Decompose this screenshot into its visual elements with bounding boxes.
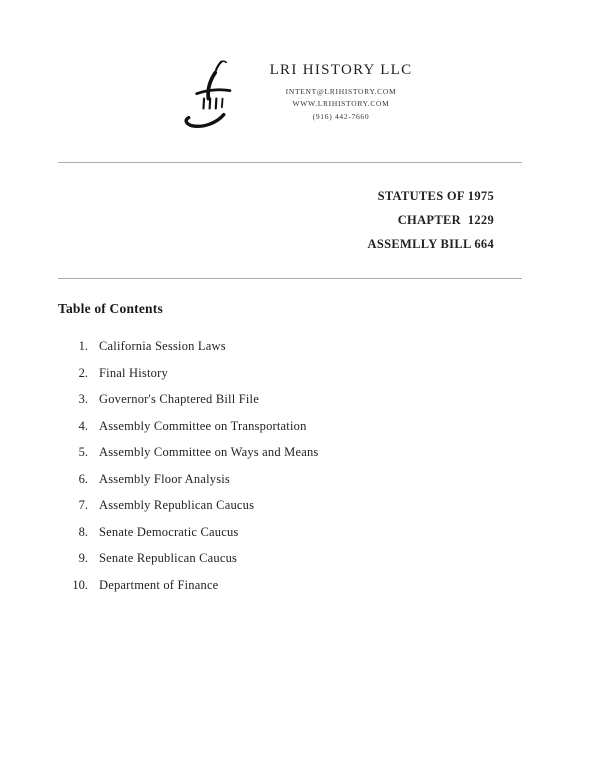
statutes-line: STATUTES OF 1975 bbox=[377, 189, 494, 203]
case-caption bbox=[58, 185, 522, 256]
toc-list bbox=[58, 339, 522, 593]
toc-item-label: California Session Laws bbox=[99, 339, 226, 354]
toc-item bbox=[58, 392, 522, 407]
toc-item bbox=[58, 578, 522, 593]
chapter-line: CHAPTER 1229 bbox=[397, 212, 494, 227]
toc-item bbox=[58, 366, 522, 381]
toc-item bbox=[58, 498, 522, 513]
assembly-bill-line: ASSEMLLY BILL 664 bbox=[367, 236, 494, 251]
toc-item-label: Department of Finance bbox=[99, 577, 219, 592]
divider-top bbox=[58, 162, 522, 163]
toc-item bbox=[58, 339, 522, 354]
toc-item-label: Assembly Committee on Ways and Means bbox=[99, 445, 319, 460]
toc-item-number: 7. bbox=[78, 498, 88, 513]
toc-item-number: 8. bbox=[78, 524, 88, 539]
toc-item bbox=[58, 419, 522, 434]
company-website: WWW.LRIHISTORY.COM bbox=[292, 99, 390, 109]
toc-item-label: Final History bbox=[99, 365, 168, 380]
toc-item bbox=[58, 445, 522, 460]
toc-item-number: 1. bbox=[78, 339, 88, 354]
company-phone: (916) 442-7660 bbox=[312, 111, 370, 121]
toc-item-label: Governor's Chaptered Bill File bbox=[99, 392, 259, 407]
letterhead bbox=[68, 52, 522, 138]
toc-item-number: 10. bbox=[72, 577, 88, 592]
toc-item bbox=[58, 525, 522, 540]
toc-item bbox=[58, 472, 522, 487]
company-email: INTENT@LRIHISTORY.COM bbox=[285, 87, 397, 96]
toc-title: Table of Contents bbox=[58, 301, 163, 317]
company-info bbox=[270, 52, 413, 123]
toc-item-number: 3. bbox=[78, 392, 88, 407]
toc-item-label: Assembly Committee on Transportation bbox=[99, 418, 307, 433]
toc-item-label: Assembly Floor Analysis bbox=[99, 471, 230, 486]
toc-item-label: Senate Republican Caucus bbox=[99, 551, 238, 566]
company-name: LRI HISTORY LLC bbox=[269, 62, 413, 78]
toc-item bbox=[58, 551, 522, 566]
company-logo-icon bbox=[178, 58, 240, 138]
divider-bottom bbox=[58, 278, 522, 279]
toc-item-label: Senate Democratic Caucus bbox=[99, 524, 239, 539]
toc-item-label: Assembly Republican Caucus bbox=[99, 498, 255, 513]
toc-item-number: 9. bbox=[78, 551, 88, 566]
toc-item-number: 2. bbox=[78, 365, 88, 380]
toc-item-number: 4. bbox=[78, 418, 88, 433]
toc-item-number: 6. bbox=[78, 471, 88, 486]
toc-item-number: 5. bbox=[78, 445, 88, 460]
